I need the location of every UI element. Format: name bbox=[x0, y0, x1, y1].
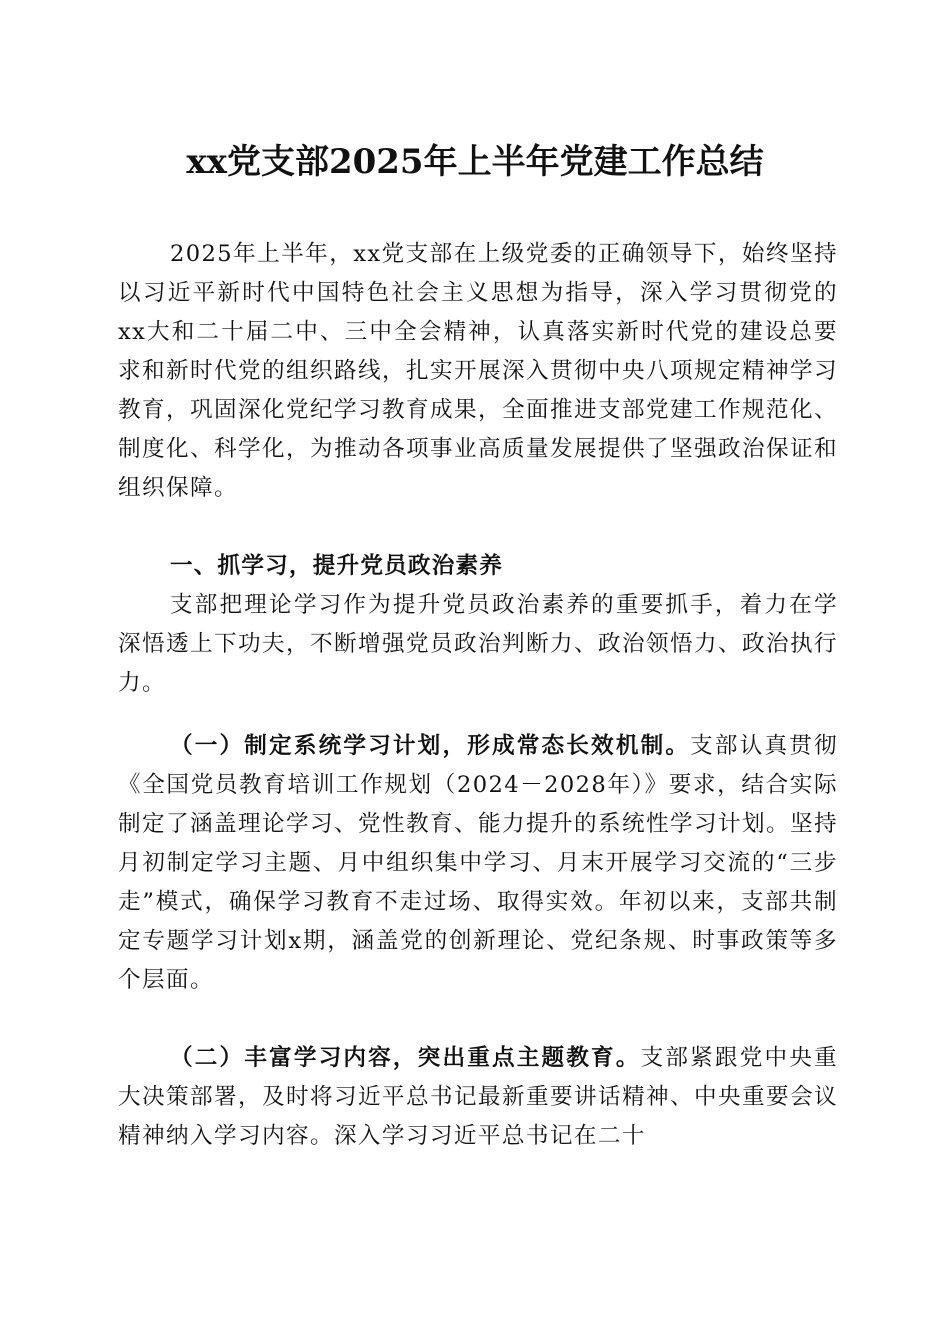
item-paragraph bbox=[118, 727, 838, 1000]
section-1-item-2 bbox=[118, 1039, 838, 1156]
intro-block bbox=[118, 235, 838, 508]
section-1-heading: 一、抓学习，提升党员政治素养 bbox=[169, 553, 504, 579]
section-1-item-1 bbox=[118, 727, 838, 1000]
item-text: 支部紧跟党中央重大决策部署，及时将习近平总书记最新重要讲话精神、中央重要会议精神纳入学习内容。深入学习习近平总书记在二十 bbox=[118, 1045, 838, 1149]
section-1-summary: 支部把理论学习作为提升党员政治素养的重要抓手，着力在学深悟透上下功夫，不断增强党员政治判断力、政治领悟力、政治执行力。 bbox=[118, 592, 838, 696]
item-paragraph bbox=[118, 1039, 838, 1156]
item-lead: （一）制定系统学习计划，形成常态长效机制。 bbox=[169, 733, 691, 759]
document-title: xx党支部2025年上半年党建工作总结 bbox=[186, 142, 764, 182]
item-text: 支部认真贯彻《全国党员教育培训工作规划（2024－2028年）》要求，结合实际制定了涵盖理论学习、党性教育、能力提升的系统性学习计划。坚持月初制定学习主题、月中组织集中学习、月末开展学习交流的“三步走”模式，确保学习教育不走过场、取得实效。年初以来，支部共制定专题学习计划x期，涵盖党的创新理论、党纪条规、时事政策等多个层面。 bbox=[118, 733, 839, 993]
section-1 bbox=[118, 547, 838, 703]
intro-paragraph: 2025年上半年，xx党支部在上级党委的正确领导下，始终坚持以习近平新时代中国特色社会主义思想为指导，深入学习贯彻党的xx大和二十届二中、三中全会精神，认真落实新时代党的建设总要求和新时代党的组织路线，扎实开展深入贯彻中央八项规定精神学习教育，巩固深化党纪学习教育成果，全面推进支部党建工作规范化、制度化、科学化，为推动各项事业高质量发展提供了坚强政治保证和组织保障。 bbox=[118, 241, 838, 501]
item-lead: （二）丰富学习内容，突出重点主题教育。 bbox=[169, 1045, 641, 1071]
